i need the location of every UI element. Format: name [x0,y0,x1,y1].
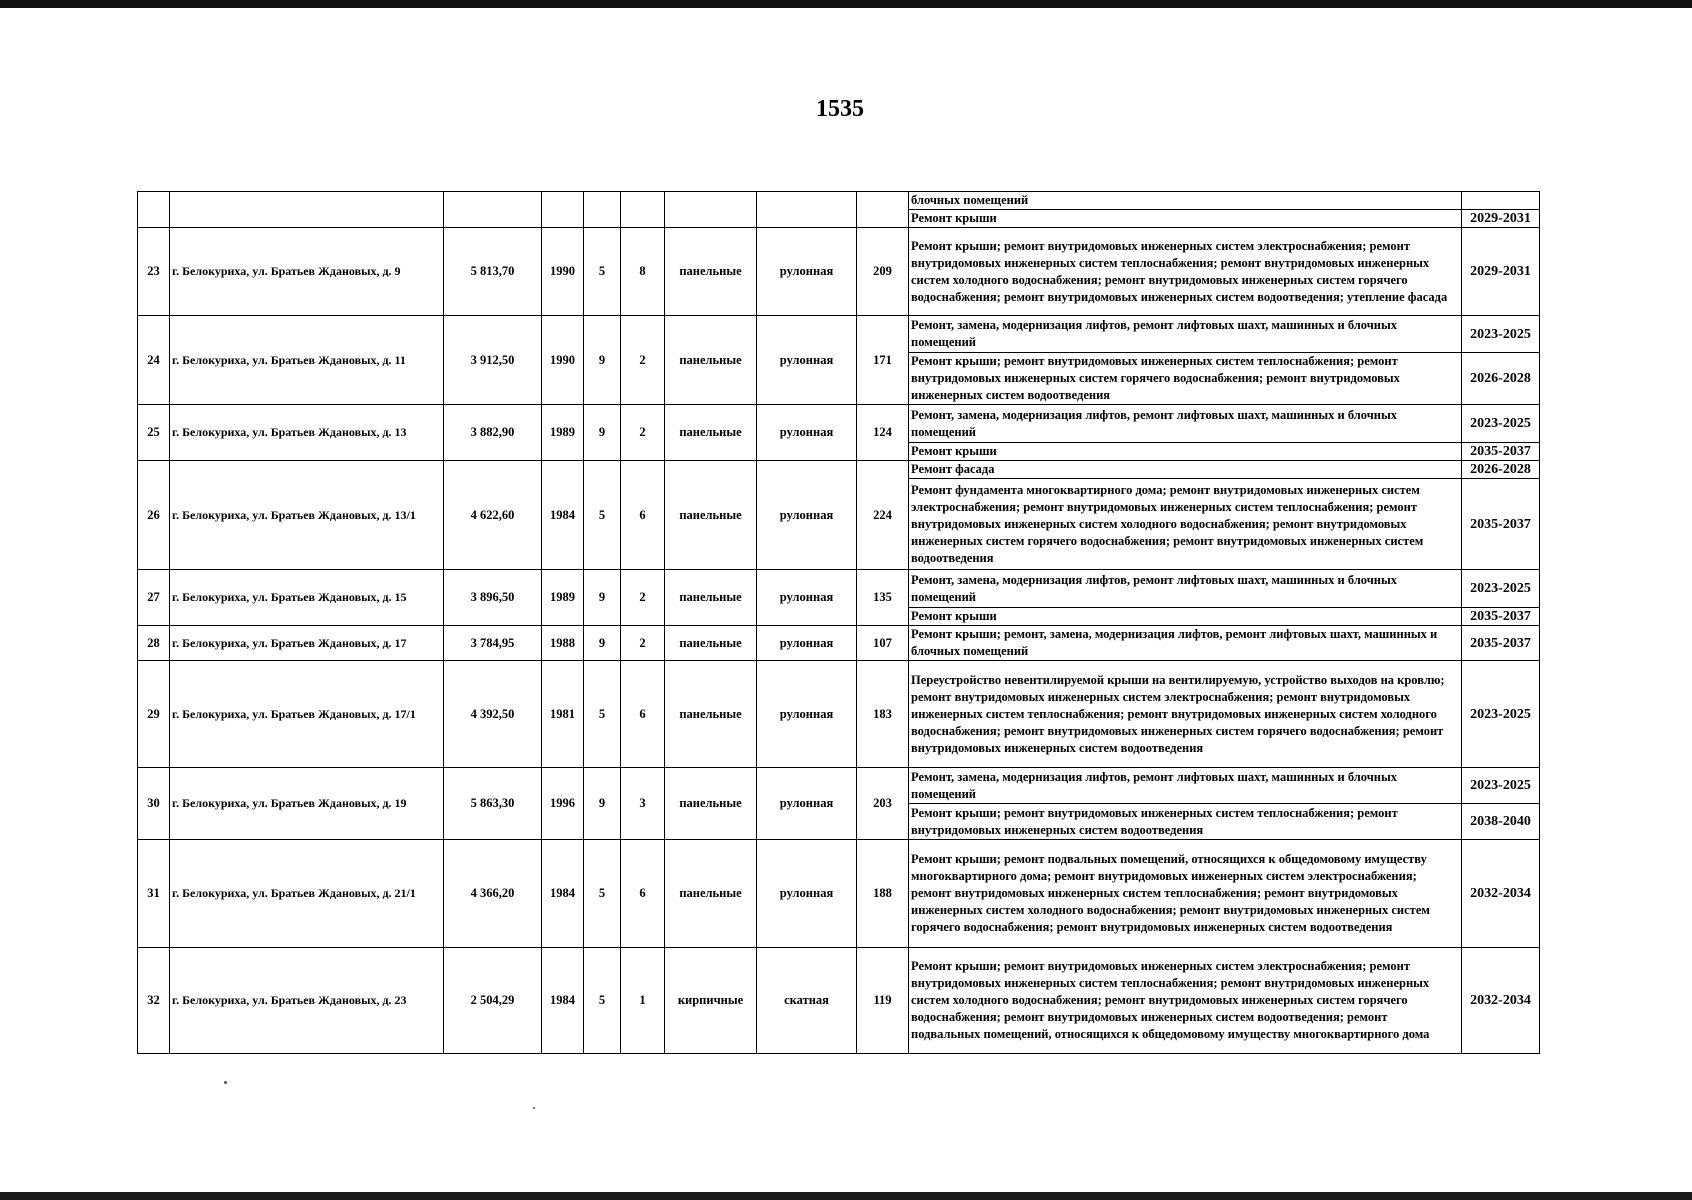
row-number: 26 [138,461,170,570]
work-period: 2023-2025 [1462,316,1540,353]
house-area: 3 882,90 [444,405,542,461]
count-value: 203 [857,768,909,840]
house-address: г. Белокуриха, ул. Братьев Ждановых, д. 15 [170,570,444,626]
table-row [138,461,1540,479]
empty-cell [857,192,909,228]
roof-type: скатная [757,948,857,1054]
build-year: 1984 [542,948,584,1054]
scan-edge-top [0,0,1692,8]
house-address: г. Белокуриха, ул. Братьев Ждановых, д. 17 [170,626,444,661]
work-description: Ремонт крыши [909,608,1462,626]
build-year: 1989 [542,405,584,461]
roof-type: рулонная [757,661,857,768]
work-period: 2026-2028 [1462,461,1540,479]
build-year: 1989 [542,570,584,626]
row-number: 27 [138,570,170,626]
house-area: 4 392,50 [444,661,542,768]
count-value: 171 [857,316,909,405]
row-number: 24 [138,316,170,405]
count-value: 135 [857,570,909,626]
roof-type: рулонная [757,840,857,948]
empty-cell [170,192,444,228]
build-year: 1996 [542,768,584,840]
table-body [138,192,1540,1054]
wall-material: панельные [665,626,757,661]
scan-speck [224,1081,227,1084]
entrance-count: 3 [621,768,665,840]
roof-type: рулонная [757,768,857,840]
roof-type: рулонная [757,405,857,461]
house-area: 4 366,20 [444,840,542,948]
wall-material: панельные [665,316,757,405]
table-row [138,661,1540,768]
wall-material: панельные [665,405,757,461]
work-period [1462,192,1540,210]
wall-material: панельные [665,768,757,840]
roof-type: рулонная [757,570,857,626]
work-description: Ремонт, замена, модернизация лифтов, ремонт лифтовых шахт, машинных и блочных помещений [909,316,1462,353]
scan-speck [533,1107,535,1109]
build-year: 1988 [542,626,584,661]
house-address: г. Белокуриха, ул. Братьев Ждановых, д. 19 [170,768,444,840]
floor-count: 5 [584,948,621,1054]
entrance-count: 1 [621,948,665,1054]
table-row [138,405,1540,443]
build-year: 1984 [542,461,584,570]
empty-cell [584,192,621,228]
work-description: Ремонт, замена, модернизация лифтов, ремонт лифтовых шахт, машинных и блочных помещений [909,768,1462,804]
house-address: г. Белокуриха, ул. Братьев Ждановых, д. 23 [170,948,444,1054]
table-row [138,316,1540,353]
row-number: 23 [138,228,170,316]
floor-count: 9 [584,626,621,661]
wall-material: панельные [665,570,757,626]
row-number: 29 [138,661,170,768]
page-number: 1535 [816,96,864,122]
house-address: г. Белокуриха, ул. Братьев Ждановых, д. 21/1 [170,840,444,948]
floor-count: 5 [584,661,621,768]
work-period: 2023-2025 [1462,661,1540,768]
work-description: Ремонт крыши; ремонт внутридомовых инженерных систем электроснабжения; ремонт внутридомовых инженерных систем теплоснабжения; ремонт внутридомовых инженерных систем холодного водоснабжения; ремонт внутридомовых инженерных систем горячего водоснабжения; ремонт внутридомовых инженерных систем водоотведения; ремонт подвальных помещений, относящихся к общедомовому имуществу многоквартирного дома [909,948,1462,1054]
floor-count: 9 [584,768,621,840]
empty-cell [621,192,665,228]
table-row [138,228,1540,316]
work-period: 2026-2028 [1462,353,1540,405]
roof-type: рулонная [757,626,857,661]
build-year: 1984 [542,840,584,948]
count-value: 188 [857,840,909,948]
house-address: г. Белокуриха, ул. Братьев Ждановых, д. 11 [170,316,444,405]
work-description: Ремонт крыши [909,443,1462,461]
entrance-count: 6 [621,661,665,768]
work-description: Ремонт крыши; ремонт, замена, модернизация лифтов, ремонт лифтовых шахт, машинных и блочных помещений [909,626,1462,661]
row-number: 31 [138,840,170,948]
wall-material: панельные [665,840,757,948]
continuation-row [138,192,1540,210]
floor-count: 5 [584,228,621,316]
floor-count: 9 [584,405,621,461]
wall-material: панельные [665,228,757,316]
count-value: 209 [857,228,909,316]
house-address: г. Белокуриха, ул. Братьев Ждановых, д. 13/1 [170,461,444,570]
row-number: 30 [138,768,170,840]
work-description: Ремонт крыши; ремонт внутридомовых инженерных систем электроснабжения; ремонт внутридомовых инженерных систем теплоснабжения; ремонт внутридомовых инженерных систем холодного водоснабжения; ремонт внутридомовых инженерных систем горячего водоснабжения; ремонт внутридомовых инженерных систем водоотведения; утепление фасада [909,228,1462,316]
wall-material: панельные [665,661,757,768]
work-period: 2035-2037 [1462,626,1540,661]
row-number: 25 [138,405,170,461]
empty-cell [665,192,757,228]
work-period: 2029-2031 [1462,210,1540,228]
work-description: Ремонт крыши [909,210,1462,228]
roof-type: рулонная [757,316,857,405]
roof-type: рулонная [757,228,857,316]
empty-cell [138,192,170,228]
floor-count: 9 [584,570,621,626]
work-period: 2023-2025 [1462,768,1540,804]
empty-cell [444,192,542,228]
work-description: блочных помещений [909,192,1462,210]
entrance-count: 2 [621,626,665,661]
work-description: Ремонт крыши; ремонт внутридомовых инженерных систем теплоснабжения; ремонт внутридомовых инженерных систем горячего водоснабжения; ремонт внутридомовых инженерных систем водоотведения [909,353,1462,405]
work-description: Переустройство невентилируемой крыши на вентилируемую, устройство выходов на кровлю; ремонт внутридомовых инженерных систем электроснабжения; ремонт внутридомовых инженерных систем теплоснабжения; ремонт внутридомовых инженерных систем холодного водоснабжения; ремонт внутридомовых инженерных систем горячего водоснабжения; ремонт внутридомовых инженерных систем водоотведения [909,661,1462,768]
floor-count: 5 [584,840,621,948]
work-description: Ремонт фундамента многоквартирного дома; ремонт внутридомовых инженерных систем электроснабжения; ремонт внутридомовых инженерных систем теплоснабжения; ремонт внутридомовых инженерных систем холодного водоснабжения; ремонт внутридомовых инженерных систем горячего водоснабжения; ремонт внутридомовых инженерных систем водоотведения [909,479,1462,570]
work-description: Ремонт фасада [909,461,1462,479]
house-area: 5 863,30 [444,768,542,840]
work-period: 2023-2025 [1462,405,1540,443]
repair-schedule-table [137,191,1540,1054]
work-period: 2035-2037 [1462,608,1540,626]
house-area: 3 784,95 [444,626,542,661]
work-period: 2035-2037 [1462,443,1540,461]
work-description: Ремонт, замена, модернизация лифтов, ремонт лифтовых шахт, машинных и блочных помещений [909,405,1462,443]
house-area: 2 504,29 [444,948,542,1054]
house-area: 3 896,50 [444,570,542,626]
build-year: 1990 [542,228,584,316]
work-description: Ремонт крыши; ремонт подвальных помещений, относящихся к общедомовому имуществу многоквартирного дома; ремонт внутридомовых инженерных систем электроснабжения; ремонт внутридомовых инженерных систем теплоснабжения; ремонт внутридомовых инженерных систем холодного водоснабжения; ремонт внутридомовых инженерных систем горячего водоснабжения; ремонт внутридомовых инженерных систем водоотведения [909,840,1462,948]
entrance-count: 6 [621,840,665,948]
count-value: 107 [857,626,909,661]
count-value: 124 [857,405,909,461]
house-address: г. Белокуриха, ул. Братьев Ждановых, д. 17/1 [170,661,444,768]
count-value: 119 [857,948,909,1054]
entrance-count: 8 [621,228,665,316]
count-value: 183 [857,661,909,768]
work-description: Ремонт крыши; ремонт внутридомовых инженерных систем теплоснабжения; ремонт внутридомовых инженерных систем водоотведения [909,804,1462,840]
entrance-count: 2 [621,316,665,405]
table-row [138,840,1540,948]
wall-material: панельные [665,461,757,570]
empty-cell [757,192,857,228]
house-address: г. Белокуриха, ул. Братьев Ждановых, д. 9 [170,228,444,316]
house-address: г. Белокуриха, ул. Братьев Ждановых, д. 13 [170,405,444,461]
row-number: 28 [138,626,170,661]
work-period: 2038-2040 [1462,804,1540,840]
work-period: 2032-2034 [1462,840,1540,948]
entrance-count: 6 [621,461,665,570]
build-year: 1981 [542,661,584,768]
row-number: 32 [138,948,170,1054]
table-row [138,948,1540,1054]
work-period: 2029-2031 [1462,228,1540,316]
work-period: 2023-2025 [1462,570,1540,608]
house-area: 3 912,50 [444,316,542,405]
empty-cell [542,192,584,228]
work-period: 2035-2037 [1462,479,1540,570]
roof-type: рулонная [757,461,857,570]
count-value: 224 [857,461,909,570]
floor-count: 9 [584,316,621,405]
table-row [138,626,1540,661]
entrance-count: 2 [621,405,665,461]
entrance-count: 2 [621,570,665,626]
table-row [138,768,1540,804]
wall-material: кирпичные [665,948,757,1054]
table-row [138,570,1540,608]
house-area: 5 813,70 [444,228,542,316]
scan-edge-bottom [0,1192,1692,1200]
house-area: 4 622,60 [444,461,542,570]
work-period: 2032-2034 [1462,948,1540,1054]
work-description: Ремонт, замена, модернизация лифтов, ремонт лифтовых шахт, машинных и блочных помещений [909,570,1462,608]
build-year: 1990 [542,316,584,405]
floor-count: 5 [584,461,621,570]
